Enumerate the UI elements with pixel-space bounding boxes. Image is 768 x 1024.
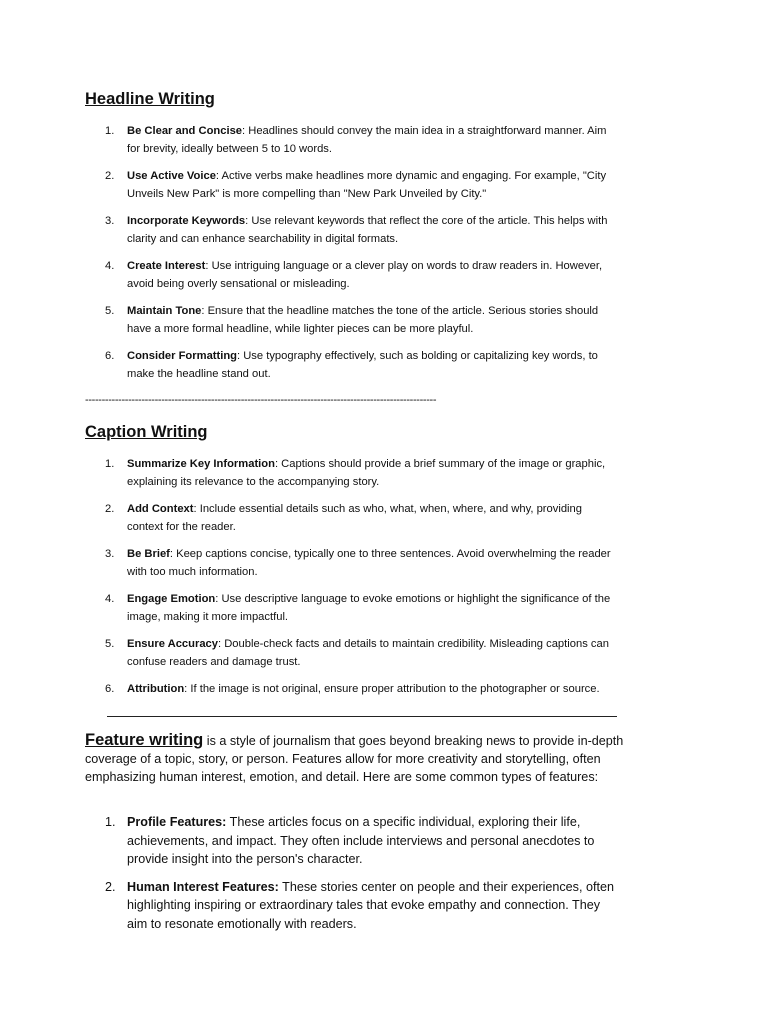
list-item	[85, 455, 620, 491]
item-text: : Double-check facts and details to maintain credibility. Misleading captions can confuse readers and damage trust.	[127, 638, 609, 668]
item-number: 2.	[105, 879, 116, 894]
item-text: These articles focus on a specific individual, exploring their life, achievements, and impact. They often include interviews and personal anecdotes to provide insight into the person's character.	[127, 815, 595, 866]
item-text: : Captions should provide a brief summary of the image or graphic, explaining its relevance to the accompanying story.	[127, 458, 606, 488]
list-item	[85, 680, 620, 698]
item-term: Profile Features:	[127, 815, 227, 829]
item-text: : Use descriptive language to evoke emotions or highlight the significance of the image, making it more impactful.	[127, 593, 611, 623]
list-item	[85, 302, 620, 338]
item-text: : Ensure that the headline matches the tone of the article. Serious stories should have a more formal headline, while lighter pieces can be more playful.	[127, 305, 599, 335]
item-number: 1.	[105, 458, 115, 470]
item-number: 2.	[105, 503, 115, 515]
item-term: Add Context	[127, 503, 194, 515]
item-text: : If the image is not original, ensure proper attribution to the photographer or source.	[184, 683, 600, 695]
item-number: 4.	[105, 593, 115, 605]
list-item	[85, 212, 620, 248]
feature-intro-text: is a style of journalism that goes beyond breaking news to provide in-depth coverage of a topic, story, or person. Features allow for more creativity and storytelling, often emphasizing human interest, emotion, and detail. Here are some common types of features:	[85, 734, 624, 784]
item-number: 5.	[105, 305, 115, 317]
caption-writing-heading: Caption Writing	[85, 423, 208, 441]
feature-types-list	[85, 813, 620, 942]
item-term: Ensure Accuracy	[127, 638, 218, 650]
item-text: : Headlines should convey the main idea in a straightforward manner. Aim for brevity, ideally between 5 to 10 words.	[127, 125, 607, 155]
list-item	[85, 635, 620, 671]
item-term: Be Clear and Concise	[127, 125, 243, 137]
item-text: : Use relevant keywords that reflect the core of the article. This helps with clarity and can enhance searchability in digital formats.	[127, 215, 608, 245]
item-number: 4.	[105, 260, 115, 272]
item-term: Attribution	[127, 683, 185, 695]
list-item	[85, 590, 620, 626]
item-text: These stories center on people and their experiences, often highlighting inspiring or extraordinary tales that evoke empathy and connection. They aim to resonate emotionally with readers.	[127, 879, 614, 931]
list-item	[85, 257, 620, 293]
item-term: Incorporate Keywords	[127, 215, 246, 227]
item-number: 6.	[105, 683, 115, 695]
item-number: 3.	[105, 215, 115, 227]
item-term: Human Interest Features:	[127, 879, 279, 894]
item-term: Be Brief	[127, 548, 170, 560]
list-item	[85, 347, 620, 383]
item-text: : Active verbs make headlines more dynamic and engaging. For example, "City Unveils New Park" is more compelling than "New Park Unveiled by City."	[127, 170, 607, 200]
dashed-separator: ----------------------------------------------------------------------------------------------------------	[85, 394, 437, 406]
item-number: 1.	[105, 815, 116, 829]
item-text: : Use typography effectively, such as bolding or capitalizing key words, to make the headline stand out.	[127, 350, 598, 380]
list-item	[85, 545, 620, 581]
list-item	[85, 500, 620, 536]
feature-intro-paragraph	[85, 731, 625, 786]
item-number: 5.	[105, 638, 115, 650]
item-term: Maintain Tone	[127, 305, 202, 317]
item-number: 6.	[105, 350, 115, 362]
item-text: : Include essential details such as who, what, when, where, and why, providing context for the reader.	[127, 503, 582, 533]
item-number: 1.	[105, 125, 115, 137]
item-term: Create Interest	[127, 260, 206, 272]
headline-writing-heading: Headline Writing	[85, 90, 215, 108]
item-term: Use Active Voice	[127, 170, 216, 182]
item-term: Engage Emotion	[127, 593, 216, 605]
item-number: 2.	[105, 170, 115, 182]
feature-writing-term: Feature writing	[85, 731, 204, 749]
headline-tips-list	[85, 122, 620, 392]
item-text: : Keep captions concise, typically one to three sentences. Avoid overwhelming the reader with too much information.	[127, 548, 611, 578]
caption-tips-list	[85, 455, 620, 707]
list-item	[85, 167, 620, 203]
list-item	[85, 122, 620, 158]
item-term: Summarize Key Information	[127, 458, 275, 470]
item-term: Consider Formatting	[127, 350, 238, 362]
list-item	[85, 878, 620, 934]
item-number: 3.	[105, 548, 115, 560]
item-text: : Use intriguing language or a clever play on words to draw readers in. However, avoid being overly sensational or misleading.	[127, 260, 603, 290]
list-item	[85, 813, 620, 869]
horizontal-rule	[107, 716, 617, 717]
